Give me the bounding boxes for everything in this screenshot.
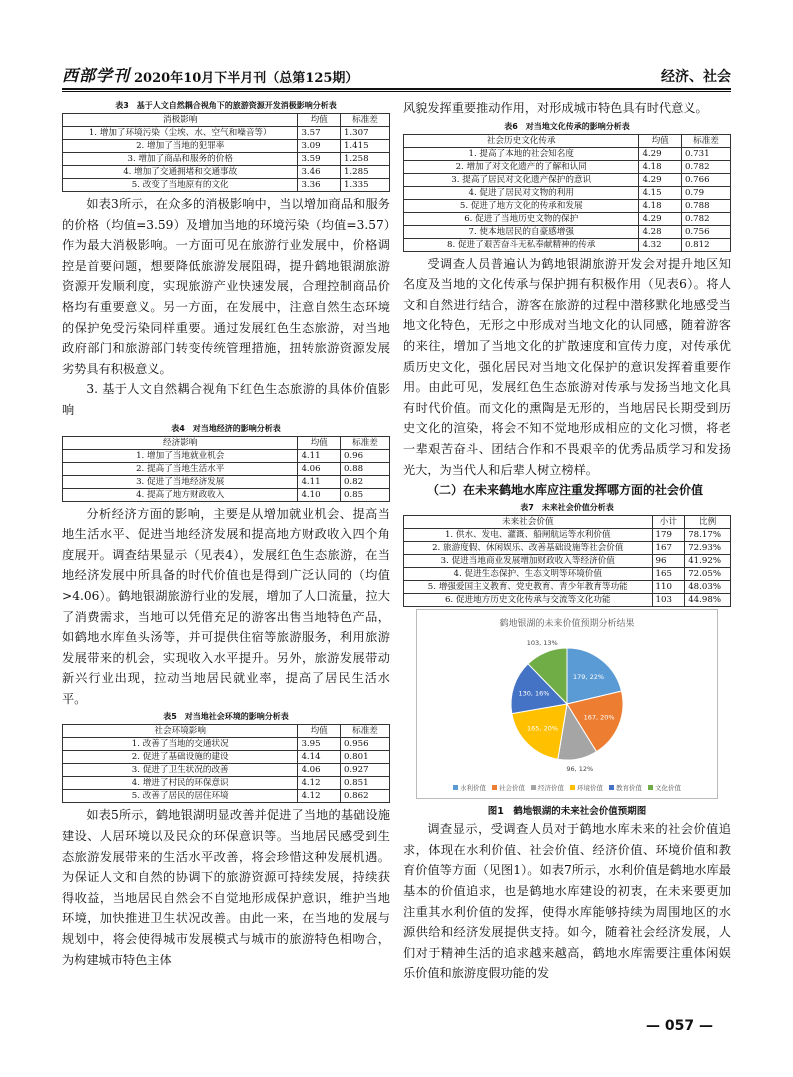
table-cell: 0.82 (340, 475, 389, 488)
table4 (62, 436, 390, 502)
table-cell: 6. 促进了当地历史文物的保护 (404, 212, 639, 225)
table-cell: 0.851 (340, 777, 389, 790)
legend-swatch (453, 785, 458, 790)
table-cell: 4.15 (639, 186, 682, 199)
page-header (62, 60, 731, 86)
table-row (404, 212, 731, 225)
pie-label-6: 103, 13% (526, 638, 558, 647)
table-cell: 4.06 (298, 462, 341, 475)
table-cell: 4.18 (639, 199, 682, 212)
table-cell: 4.29 (639, 212, 682, 225)
table-cell: 3.95 (298, 738, 341, 751)
table-row (404, 173, 731, 186)
table-row (63, 462, 390, 475)
table-cell: 1. 增加了当地就业机会 (63, 449, 298, 462)
table-cell: 5. 促进了地方文化的传承和发展 (404, 199, 639, 212)
table-header-cell: 小计 (652, 516, 685, 529)
table7-caption: 表7 未来社会价值分析表 (520, 503, 614, 513)
table-cell: 5. 改变了当地原有的文化 (63, 179, 298, 192)
table-cell: 0.862 (340, 790, 389, 803)
table-cell: 0.927 (340, 764, 389, 777)
pie-label-4: 165, 20% (527, 724, 559, 733)
legend-label: 社会价值 (499, 784, 525, 793)
table-cell: 1. 改善了当地的交通状况 (63, 738, 298, 751)
table-cell: 4. 增加了交通拥堵和交通事故 (63, 166, 298, 179)
table-cell: 0.782 (681, 212, 730, 225)
legend-label: 文化价值 (655, 784, 681, 793)
legend-swatch (570, 785, 575, 790)
table-cell: 2. 增加了对文化遗产的了解和认同 (404, 160, 639, 173)
table-header-row (63, 114, 390, 127)
table-row (63, 751, 390, 764)
pie-label-2: 167, 20% (583, 713, 615, 722)
table-row (63, 475, 390, 488)
table-row (63, 764, 390, 777)
table-cell: 4.12 (298, 777, 341, 790)
table-cell: 5. 增强爱国主义教育、党史教育、青少年教育等功能 (404, 581, 653, 594)
table-cell: 103 (652, 594, 685, 607)
table-cell: 3. 促进了当地经济发展 (63, 475, 298, 488)
table-cell: 1. 提高了本地的社会知名度 (404, 147, 639, 160)
table6 (403, 134, 731, 252)
table-row (63, 790, 390, 803)
table-cell: 4.06 (298, 764, 341, 777)
table-cell: 0.756 (681, 225, 730, 238)
table-cell: 4.14 (298, 751, 341, 764)
table-cell: 2. 提高了当地生活水平 (63, 462, 298, 475)
table-cell: 0.88 (340, 462, 389, 475)
table-cell: 0.79 (681, 186, 730, 199)
table-cell: 2. 促进了基础设施的建设 (63, 751, 298, 764)
table-cell: 4.29 (639, 147, 682, 160)
section-heading: 3. 基于人文自然耦合视角下红色生态旅游的具体价值影响 (62, 382, 390, 417)
table-cell: 4.32 (639, 238, 682, 251)
table-cell: 6. 促进地方历史文化传承与交流等文化功能 (404, 594, 653, 607)
table-row (63, 153, 390, 166)
issue-info: 2020年10月下半月刊（总第125期） (134, 71, 359, 86)
paragraph: 调查显示，受调查人员对于鹤地水库未来的社会价值追求，体现在水利价值、社会价值、经济价值、环境价值和教育价值等方面（见图1）。如表7所示，水利价值是鹤地水库最基本的价值追求，也是鹤地水库建设的初衷，在未来要更加注重其水利价值的发挥，使得水库能够持续为周围地区的水源供给和经济发展提供支持。如今，随着社会经济发展，人们对于精神生活的追求越来越高，鹤地水库需要注重体闲娱乐价值和旅游度假功能的发 (403, 822, 731, 981)
pie-label-3: 96, 12% (566, 764, 594, 773)
table-row (63, 166, 390, 179)
table-cell: 1.335 (340, 179, 389, 192)
table-cell: 167 (652, 542, 685, 555)
page-number: — 057 — (646, 1018, 713, 1034)
chart-title: 鹤地银湖的未来价值预期分析结果 (499, 619, 635, 630)
legend-label: 教育价值 (616, 784, 642, 793)
right-column (403, 98, 731, 984)
table-cell: 110 (652, 581, 685, 594)
table-cell: 96 (652, 555, 685, 568)
table-row (404, 542, 731, 555)
table-row (63, 127, 390, 140)
table-cell: 0.812 (681, 238, 730, 251)
journal-name: 西部学刊 (62, 66, 131, 85)
table-cell: 1.258 (340, 153, 389, 166)
table-cell: 1.415 (340, 140, 389, 153)
table-cell: 4. 提高了地方财政收入 (63, 488, 298, 501)
table-cell: 1.307 (340, 127, 389, 140)
table-cell: 3. 促进了卫生状况的改善 (63, 764, 298, 777)
table-row (404, 555, 731, 568)
table-cell: 0.731 (681, 147, 730, 160)
header-rule-thin (62, 91, 731, 92)
legend-item (609, 783, 642, 792)
table-row (63, 140, 390, 153)
table-cell: 0.801 (340, 751, 389, 764)
table-header-cell: 均值 (639, 134, 682, 147)
table-header-cell: 均值 (298, 725, 341, 738)
legend-label: 经济价值 (538, 784, 564, 793)
table-row (404, 238, 731, 251)
table-cell: 4.18 (639, 160, 682, 173)
table-cell: 4.11 (298, 475, 341, 488)
table-cell: 3.46 (298, 166, 341, 179)
table-cell: 4.28 (639, 225, 682, 238)
table-cell: 0.96 (340, 449, 389, 462)
table-cell: 4. 促进生态保护、生态文明等环境价值 (404, 568, 653, 581)
table4-caption: 表4 对当地经济的影响分析表 (171, 423, 281, 433)
table-header-cell: 社会历史文化传承 (404, 134, 639, 147)
table-header-cell: 标准差 (681, 134, 730, 147)
legend-swatch (609, 785, 614, 790)
table-cell: 0.956 (340, 738, 389, 751)
legend-swatch (648, 785, 653, 790)
table-cell: 7. 使本地居民的自豪感增强 (404, 225, 639, 238)
table-row (63, 179, 390, 192)
table-cell: 4. 促进了居民对文物的利用 (404, 186, 639, 199)
figure-caption: 图1 鹤地银湖的未来社会价值预期图 (487, 806, 647, 818)
left-column (62, 98, 390, 970)
table-cell: 72.05% (685, 568, 731, 581)
table3 (62, 113, 390, 192)
paragraph: 如表3所示，在众多的消极影响中，当以增加商品和服务的价格（均值=3.59）及增加当地的环境污染（均值=3.57）作为最大消极影响。一方面可见在旅游行业发展中，价格调控是首要问题，想要降低旅游发展阻碍，提升鹤地银湖旅游资源开发顺利度，实现旅游产业快速发展，合理控制商品价格均有重要意义。另一方面，在发展中，注意自然生态环境的保护免受污染同样重要。通过发展红色生态旅游，对当地政府部门和旅游部门转变传统管理措施，扭转旅游资源发展劣势具有积极意义。 (62, 197, 390, 376)
header-left (62, 63, 358, 86)
table-cell: 4.29 (639, 173, 682, 186)
table-cell: 41.92% (685, 555, 731, 568)
table-header-cell: 标准差 (340, 114, 389, 127)
table-cell: 3.59 (298, 153, 341, 166)
legend-label: 环境价值 (577, 784, 603, 793)
legend-item (492, 783, 525, 792)
pie-label-5: 130, 16% (518, 689, 550, 698)
pie-chart (416, 609, 718, 799)
table-cell: 4.10 (298, 488, 341, 501)
table-cell: 0.766 (681, 173, 730, 186)
table-cell: 3. 提高了居民对文化遗产保护的意识 (404, 173, 639, 186)
pie-label-1: 179, 22% (573, 672, 605, 681)
pie-svg (417, 610, 717, 798)
section-name: 经济、社会 (661, 69, 731, 85)
table-cell: 0.85 (340, 488, 389, 501)
table-cell: 1. 增加了环境污染（尘埃、水、空气和噪音等） (63, 127, 298, 140)
table-header-cell: 标准差 (340, 436, 389, 449)
table-row (63, 777, 390, 790)
table3-caption: 表3 基于人文自然耦合视角下的旅游资源开发消极影响分析表 (115, 101, 337, 110)
table-header-cell: 均值 (298, 436, 341, 449)
table-cell: 179 (652, 529, 685, 542)
table-cell: 3. 促进当地商业发展增加财政收入等经济价值 (404, 555, 653, 568)
table-header-cell: 均值 (298, 114, 341, 127)
table6-caption: 表6 对当地文化传承的影响分析表 (504, 121, 630, 131)
table5-caption: 表5 对当地社会环境的影响分析表 (163, 712, 289, 722)
table-cell: 4.12 (298, 790, 341, 803)
paragraph: 受调查人员普遍认为鹤地银湖旅游开发会对提升地区知名度及当地的文化传承与保护拥有积极作用（见表6）。将人文和自然进行结合，游客在旅游的过程中潜移默化地感受当地文化特色，无形之中形成对当地文化的认同感，随着游客的来往，增加了当地文化的扩散速度和宣传力度，对传承优质历史文化，强化居民对当地文化保护的意识发挥着重要作用。由此可见，发展红色生态旅游对传承与发扬当地文化具有时代价值。而文化的熏陶是无形的，当地居民长期受到历史文化的渲染，将会不知不觉地形成相应的文化习惯，将老一辈艰苦奋斗、团结合作和不畏艰辛的优秀品质学习和发扬光大，为当代人和后辈人树立榜样。 (403, 256, 731, 477)
table-row (404, 594, 731, 607)
table-cell: 2. 增加了当地的犯罪率 (63, 140, 298, 153)
table-cell: 8. 促进了艰苦奋斗无私奉献精神的传承 (404, 238, 639, 251)
table-cell: 44.98% (685, 594, 731, 607)
legend-item (570, 783, 603, 792)
table-row (404, 581, 731, 594)
table-header-row (63, 725, 390, 738)
table-cell: 0.788 (681, 199, 730, 212)
table-cell: 165 (652, 568, 685, 581)
legend-swatch (492, 785, 497, 790)
legend-label: 水利价值 (460, 784, 486, 793)
table7 (403, 515, 731, 607)
paragraph: 风貌发挥重要推动作用，对形成城市特色具有时代意义。 (403, 101, 708, 115)
table-header-row (404, 134, 731, 147)
table-cell: 0.782 (681, 160, 730, 173)
table-header-cell: 未来社会价值 (404, 516, 653, 529)
table-row (404, 160, 731, 173)
table-header-cell: 消极影响 (63, 114, 298, 127)
legend-item (531, 783, 564, 792)
table-header-cell: 社会环境影响 (63, 725, 298, 738)
table-header-cell: 经济影响 (63, 436, 298, 449)
table-cell: 72.93% (685, 542, 731, 555)
table-header-row (63, 436, 390, 449)
table-row (63, 449, 390, 462)
table-header-cell: 比例 (685, 516, 731, 529)
paragraph: 如表5所示，鹤地银湖明显改善并促进了当地的基础设施建设、人居环境以及民众的环保意识等。当地居民感受到生态旅游发展带来的生活水平改善，将会珍惜这种发展机遇。为保证人文和自然的协调下的旅游资源可持续发展，持续获得收益，当地居民自然会不自觉地形成保护意识，维护当地环境，加快推进卫生状况改善。由此一来，在当地的发展与规划中，将会使得城市发展模式与城市的旅游特色相吻合，为构建城市特色主体 (62, 808, 390, 967)
legend-item (648, 783, 681, 792)
table-cell: 3.57 (298, 127, 341, 140)
subsection-heading: （二）在未来鹤地水库应注重发挥哪方面的社会价值 (427, 483, 704, 498)
table-row (404, 199, 731, 212)
table-cell: 48.03% (685, 581, 731, 594)
table-header-cell: 标准差 (340, 725, 389, 738)
paragraph: 分析经济方面的影响，主要是从增加就业机会、提高当地生活水平、促进当地经济发展和提高地方财政收入四个角度展开。调查结果显示（见表4），发展红色生态旅游，在当地经济发展中所具备的时代价值也是得到广泛认同的（均值>4.06）。鹤地银湖旅游行业的发展，增加了人口流量，拉大了消费需求，当地可以凭借充足的游客出售当地特色产品，如鹤地水库鱼头汤等，并可提供住宿等旅游服务，利用旅游发展带来的机会，实现收入水平提升。另外，旅游发展带动新兴行业出现，拉动当地居民就业率，提高了居民生活水平。 (62, 506, 390, 706)
legend-item (453, 783, 486, 792)
table-cell: 3.09 (298, 140, 341, 153)
table-cell: 2. 旅游度假、休闲娱乐、改善基础设施等社会价值 (404, 542, 653, 555)
table-header-row (404, 516, 731, 529)
table-cell: 5. 改善了居民的居住环境 (63, 790, 298, 803)
table-cell: 1. 供水、发电、灌溉、船闸航运等水利价值 (404, 529, 653, 542)
header-rule (62, 88, 731, 90)
table-row (63, 738, 390, 751)
table-row (63, 488, 390, 501)
table-row (404, 225, 731, 238)
table-cell: 3. 增加了商品和服务的价格 (63, 153, 298, 166)
chart-legend (417, 783, 717, 792)
table-cell: 78.17% (685, 529, 731, 542)
table-cell: 1.285 (340, 166, 389, 179)
table-row (404, 568, 731, 581)
table-cell: 4.11 (298, 449, 341, 462)
table-cell: 3.36 (298, 179, 341, 192)
table-row (404, 147, 731, 160)
table5 (62, 724, 390, 803)
table-row (404, 186, 731, 199)
table-cell: 4. 增进了村民的环保意识 (63, 777, 298, 790)
legend-swatch (531, 785, 536, 790)
table-row (404, 529, 731, 542)
